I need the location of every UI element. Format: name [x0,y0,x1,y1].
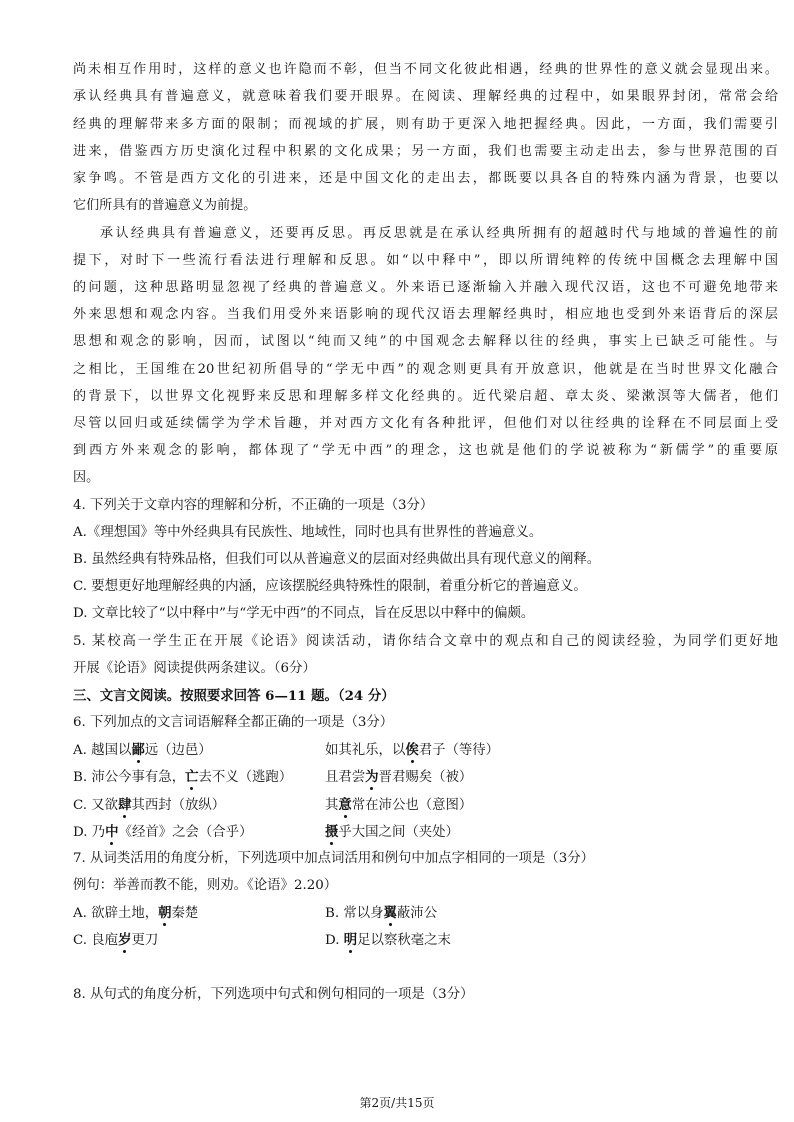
option-d [325,931,451,950]
question-8-stem: 8. 从句式的角度分析，下列选项中句式和例句相同的一项是（3分） [73,987,474,1002]
page-number: 第2页/共15页 [359,1096,435,1110]
text-line: 经典的理解带来多方面的限制；而视域的扩展，则有助于更深入地把握经典。因此，一方面，我们需要引 [73,117,778,132]
option-b [325,904,437,923]
option-a-second [325,741,499,760]
dotted-word: 俟 [405,742,419,758]
option-b [73,768,292,787]
text-line: 尽管以回归或延续儒学为学术旨趣，并对西方文化有各种批评，但他们对以往经典的诠释在不同层面上受 [73,416,778,431]
dotted-word: 翼 [383,905,397,921]
example-sentence: 例句：举善而教不能，则劝。《论语》2.20） [73,878,338,893]
option-d [73,823,252,842]
option-text: D. 乃 [73,825,106,840]
dotted-word: 亡 [185,769,199,785]
option-a [73,741,212,760]
text-line: 进来，借鉴西方历史演化过程中积累的文化成果；另一方面，我们也需要主动走出去，参与世界范围的百 [73,144,778,159]
option-text: 如其礼乐，以 [325,743,406,758]
option-text: 去不义（逃跑） [198,770,293,785]
option-c: C. 要想更好地理解经典的内涵，应该摆脱经典特殊性的限制，着重分析它的普遍意义。 [73,579,587,594]
option-text: C. 又欲 [73,798,119,813]
option-text: 且君尝 [325,770,366,785]
option-text: 远（边邑） [144,743,212,758]
option-text: 更刀 [131,933,159,948]
option-text: 乎大国之间（夹处） [338,825,459,840]
option-text: 常在沛公也（意图） [351,798,473,813]
option-text: 蔽沛公 [396,906,438,921]
option-d: D. 文章比较了“以中释中”与“学无中西”的不同点，旨在反思以中释中的偏颇。 [73,606,535,621]
question-stem: 5. 某校高一学生正在开展《论语》阅读活动，请你结合文章中的观点和自己的阅读经验，为同学们更好地 [73,634,778,649]
option-text: 其西封（放纵） [131,798,226,813]
text-line: 提下，对时下一些流行看法进行理解和反思。如“以中释中”，即以所谓纯粹的传统中国概念去理解中国 [73,253,778,268]
option-text: 《经首》之会（合乎） [118,825,253,840]
dotted-word: 明 [343,932,358,948]
option-text: B. 常以身 [325,906,384,921]
question-stem: 6. 下列加点的文言词语解释全都正确的一项是（3分） [73,715,394,730]
question-stem: 4. 下列关于文章内容的理解和分析，不正确的一项是（3分） [73,498,434,513]
option-c [73,796,225,815]
option-b-second [325,768,472,787]
text-line: 承认经典具有普遍意义，还要再反思。再反思就是在承认经典所拥有的超越时代与地域的普遍性的前 [100,226,778,241]
option-a: A.《理想国》等中外经典具有民族性、地域性，同时也具有世界性的普遍意义。 [73,525,543,540]
text-line: 之相比，王国维在20世纪初所倡导的“学无中西”的观念则更具有开放意识，他就是在当时世界文化融合 [73,362,778,377]
option-text: 其 [325,798,339,813]
option-c-second [325,796,472,815]
option-text: A. 越国以 [73,743,132,758]
question-stem: 开展《论语》阅读提供两条建议。（6分） [73,661,316,676]
option-text: 秦楚 [171,906,199,921]
text-line: 它们所具有的普遍意义为前提。 [73,198,257,213]
option-a [73,904,198,923]
option-d-second [325,823,459,842]
text-line: 承认经典具有普遍意义，就意味着我们要开眼界。在阅读、理解经典的过程中，如果眼界封闭，常常会给 [73,89,778,104]
dotted-word: 中 [105,824,119,840]
text-line: 的问题，这种思路明显忽视了经典的普遍意义。外来语已逐渐输入并融入现代汉语，这也不可避免地带来 [73,280,778,295]
option-b: B. 虽然经典有特殊品格，但我们可以从普遍意义的层面对经典做出具有现代意义的阐释。 [73,552,601,567]
option-text: B. 沛公今事有急， [73,770,186,785]
question-stem: 7. 从词类活用的角度分析，下列选项中加点词活用和例句中加点字相同的一项是（3分） [73,851,595,866]
text-line: 外来思想和观念内容。当我们用受外来语影响的现代汉语去理解经典时，相应地也受到外来语背后的深层 [73,307,778,322]
dotted-word: 为 [365,769,379,785]
option-text: 晋君赐矣（被） [378,770,473,785]
option-text: 君子（等待） [418,743,500,758]
text-line: 家争鸣。不管是西方文化的引进来，还是中国文化的走出去，都既要以具各自的特殊内涵为背景，也要以 [73,171,778,186]
section-heading: 三、文言文阅读。按照要求回答 6—11 题。（24 分） [73,688,395,704]
dotted-word: 岁 [118,932,132,948]
text-line: 的背景下，以世界文化视野来反思和理解多样文化经典的。近代梁启超、章太炎、梁漱溟等大儒者，他们 [73,389,778,404]
option-text: A. 欲辟土地， [73,906,159,921]
option-text: C. 良庖 [73,933,119,948]
option-text: D. [325,933,344,948]
dotted-word: 朝 [158,905,172,921]
text-line: 因。 [73,470,100,485]
dotted-word: 摄 [325,824,339,840]
dotted-word: 肆 [118,797,132,813]
text-line: 尚未相互作用时，这样的意义也许隐而不彰，但当不同文化彼此相遇，经典的世界性的意义就会显现出来。 [73,62,778,77]
text-line: 到西方外来观念的影响，都体现了“学无中西”的理念，这也就是他们的学说被称为“新儒学”的重要原 [73,443,778,458]
dotted-word: 意 [338,797,352,813]
dotted-word: 鄙 [131,742,145,758]
option-text: 足以察秋毫之末 [357,933,451,948]
text-line: 思想和观念的影响，因而，试图以“纯而又纯”的中国观念去解释以往的经典，事实上已缺乏可能性。与 [73,334,778,349]
option-c [73,931,158,950]
